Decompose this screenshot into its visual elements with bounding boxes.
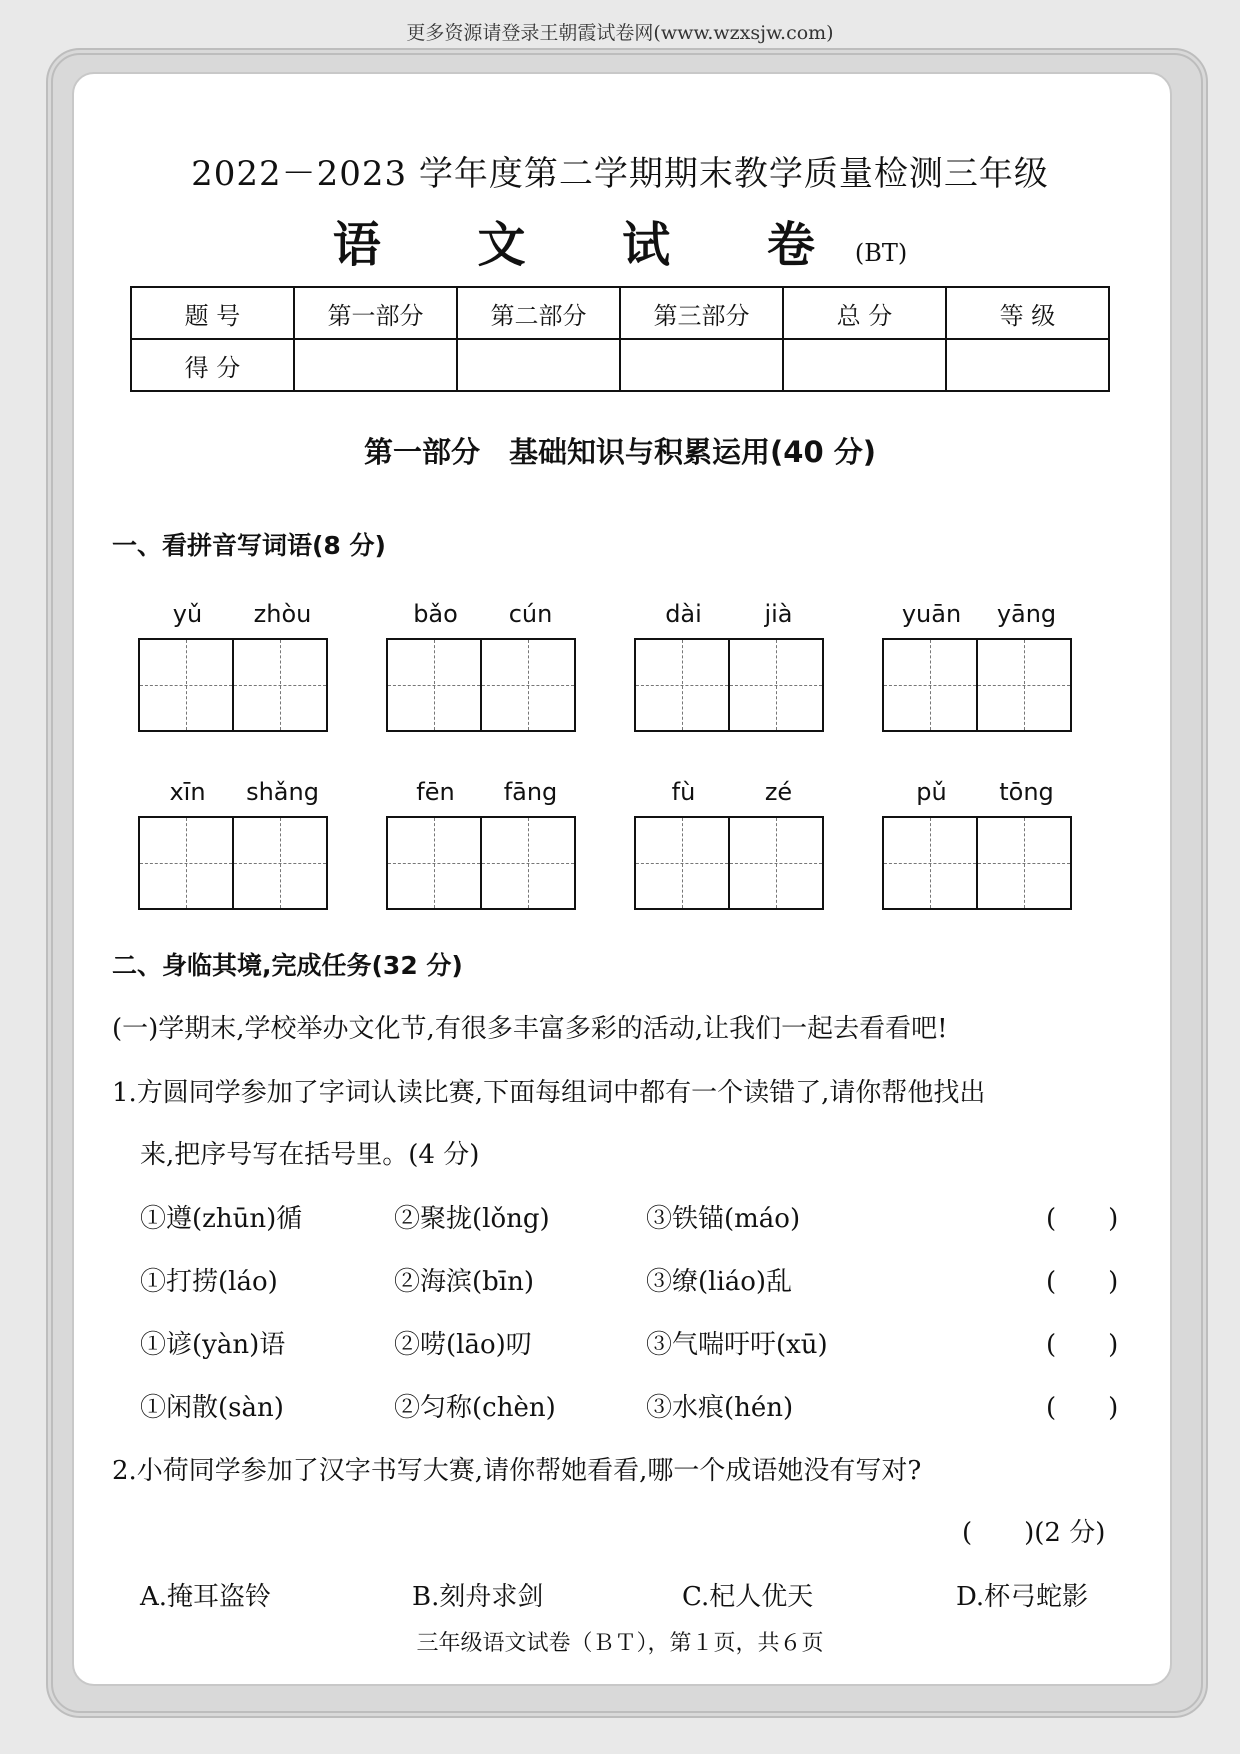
pinyin-2a: bǎo [413,600,458,628]
q1-row4-answer[interactable]: ( ) [1046,1393,1119,1423]
pinyin-8a: pǔ [916,778,947,806]
q1-row1-answer[interactable]: ( ) [1046,1204,1119,1234]
score-cell-part2[interactable] [457,339,620,391]
paper-title-text: 语 文 试 卷 [332,217,855,273]
pinyin-4a: yuān [901,600,962,628]
q1-row2-a: ①打捞(láo) [140,1267,278,1297]
q2-option-a: A.掩耳盗铃 [140,1582,272,1612]
score-table [130,286,1110,392]
score-header-3: 第三部分 [620,287,783,339]
pinyin-5a: xīn [169,778,206,806]
q1-row3-c: ③气喘吁吁(xū) [646,1330,828,1360]
q1-row1-c: ③铁锚(máo) [646,1204,801,1234]
score-row-label: 得 分 [131,339,294,391]
pinyin-7b: zé [764,778,793,806]
pinyin-2b: cún [508,600,553,628]
pinyin-4b: yāng [996,600,1057,628]
score-cell-part3[interactable] [620,339,783,391]
writing-grid-4[interactable] [882,638,1072,732]
q1-row2-b: ②海滨(bīn) [394,1267,534,1297]
writing-grid-6[interactable] [386,816,576,910]
q1-row2-c: ③缭(liáo)乱 [646,1267,793,1297]
section-one-heading: 一、看拼音写词语(8 分) [112,531,386,560]
q1-row4-a: ①闲散(sàn) [140,1393,284,1423]
part-one-heading: 第一部分 基础知识与积累运用(40 分) [364,435,876,469]
question-2-answer[interactable]: ( )(2 分) [962,1518,1106,1548]
q1-row4-b: ②匀称(chèn) [394,1393,556,1423]
pinyin-1b: zhòu [253,600,312,628]
header-note: 更多资源请登录王朝霞试卷网(www.wzxsjw.com) [406,22,834,44]
score-header-2: 第二部分 [457,287,620,339]
writing-grid-8[interactable] [882,816,1072,910]
question-1-line2: 来,把序号写在括号里。(4 分) [140,1140,480,1170]
score-header-0: 题 号 [131,287,294,339]
score-cell-grade[interactable] [946,339,1109,391]
pinyin-1a: yǔ [172,600,203,628]
pinyin-7a: fù [671,778,696,806]
score-header-4: 总 分 [783,287,946,339]
q1-row3-answer[interactable]: ( ) [1046,1330,1119,1360]
score-cell-part1[interactable] [294,339,457,391]
writing-grid-5[interactable] [138,816,328,910]
writing-grid-2[interactable] [386,638,576,732]
score-header-1: 第一部分 [294,287,457,339]
pinyin-3b: jià [764,600,793,628]
pinyin-6a: fēn [416,778,455,806]
q1-row1-a: ①遵(zhūn)循 [140,1204,303,1234]
q2-option-b: B.刻舟求剑 [412,1582,544,1612]
writing-grid-7[interactable] [634,816,824,910]
section-two-heading: 二、身临其境,完成任务(32 分) [112,951,463,980]
q1-row2-answer[interactable]: ( ) [1046,1267,1119,1297]
q1-row3-a: ①谚(yàn)语 [140,1330,286,1360]
pinyin-6b: fāng [503,778,558,806]
score-header-5: 等 级 [946,287,1109,339]
paper-title [72,206,1168,275]
q1-row4-c: ③水痕(hén) [646,1393,794,1423]
page-footer: 三年级语文试卷（ＢＴ），第１页，共６页 [416,1631,824,1656]
q1-row3-b: ②唠(lāo)叨 [394,1330,532,1360]
question-2-line: 2.小荷同学参加了汉字书写大赛,请你帮她看看,哪一个成语她没有写对? [112,1456,922,1486]
paper-title-suffix: (BT) [854,239,908,267]
q1-row1-b: ②聚拢(lǒng) [394,1204,550,1234]
writing-grid-3[interactable] [634,638,824,732]
q2-option-c: C.杞人优天 [682,1582,814,1612]
q2-option-d: D.杯弓蛇影 [956,1582,1089,1612]
pinyin-3a: dài [665,600,702,628]
exam-title: 2022－2023 学年度第二学期期末教学质量检测三年级 [191,154,1049,194]
question-1-line1: 1.方圆同学参加了字词认读比赛,下面每组词中都有一个读错了,请你帮他找出 [112,1078,986,1108]
pinyin-5b: shǎng [246,778,319,806]
pinyin-8b: tōng [999,778,1054,806]
section-two-intro: (一)学期末,学校举办文化节,有很多丰富多彩的活动,让我们一起去看看吧! [112,1014,948,1044]
writing-grid-1[interactable] [138,638,328,732]
score-cell-total[interactable] [783,339,946,391]
